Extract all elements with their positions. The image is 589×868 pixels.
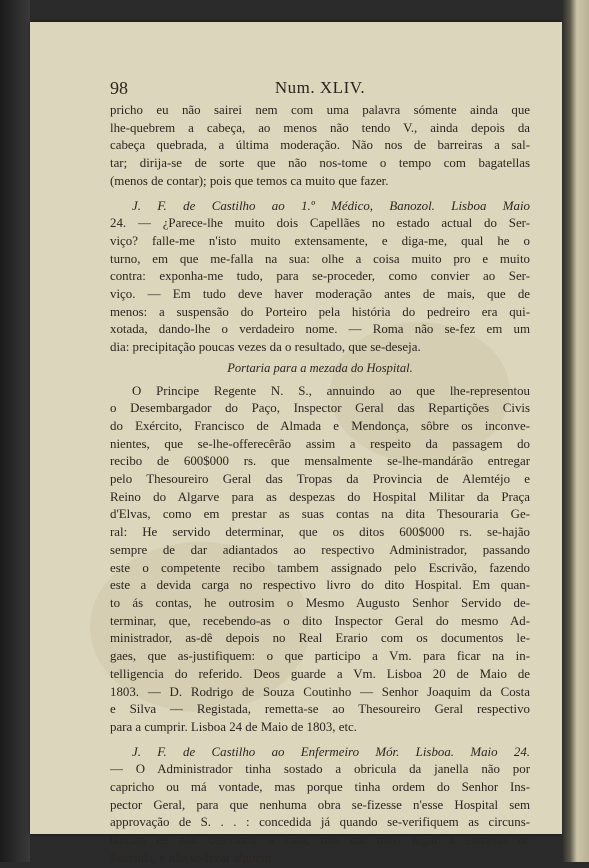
text-line: menos: a suspensão do Porteiro pela história do pedreiro era qui- [110, 304, 530, 319]
paragraph-continuation [110, 102, 530, 191]
page-content [110, 78, 530, 868]
text-line: — O Administrador tinha sostado a obricula da janella não por [110, 762, 530, 777]
text-line: recibo de 600$000 rs. que mensalmente se-lhe-mandárão entregar [110, 454, 530, 469]
text-line: lhe-quebrem a cabeça, ao menos não tendo V., ainda depois da [110, 120, 530, 135]
text-line: pricho eu não sairei nem com uma palavra sómente ainda que [110, 103, 530, 117]
text-line: do Exército, Francisco de Almada e Mendonça, sôbre os inconve- [110, 418, 530, 433]
text-line: nientes, que se-lhe-offerecêrão assim a respeito da passagem do [110, 436, 530, 451]
text-line: O Principe Regente N. S., annuindo ao que lhe-representou [132, 383, 530, 398]
letter-to-medico [110, 198, 530, 357]
next-page-edge [562, 0, 589, 862]
text-line: d'Elvas, como em prestar as suas contas na dita Thesouraria Ge- [110, 507, 530, 522]
text-line: este a devida carga no respectivo livro do dito Hospital. Em quan- [110, 578, 530, 593]
text-line: turno, em que me-falla na sua: olhe a coisa muito pro e muito [110, 251, 530, 266]
text-line: viço? falle-me n'isto muito extensamente, e diga-me, qual he o [110, 233, 530, 248]
text-line: e Silva — Registada, remetta-se ao Thesoureiro Geral respectivo [110, 702, 530, 717]
issue-title: Num. XLIV. [274, 78, 366, 97]
text-line: ral: He servido determinar, que os ditos 600$000 rs. se-hajão [110, 525, 530, 540]
text-line: terminar, que, recebendo-as o dito Inspector Geral do mesmo Ad- [110, 613, 530, 628]
text-line: 24. — ¿Parece-lhe muito dois Capellães no estado actual do Ser- [110, 216, 530, 231]
text-line: 1803. — D. Rodrigo de Souza Coutinho — Senhor Joaquim da Costa [110, 684, 530, 699]
text-line: pector Geral, para que nenhuma obra se-fizesse n'esse Hospital sem [110, 797, 530, 812]
page-header [110, 78, 530, 100]
text-line: o Desembargador do Paço, Inspector Geral das Repartições Civis [110, 401, 530, 416]
text-line: xotada, dando-lhe o verdadeiro nome. — Roma não se-fez em um [110, 322, 530, 337]
page-number: 98 [110, 78, 128, 98]
letter-heading-line: J. F. de Castilho ao Enfermeiro Mór. Lisboa. Maio 24. [132, 744, 530, 759]
text-line: telligencia do referido. Deos guarde a Vm. Lisboa 20 de Maio de [110, 666, 530, 681]
text-line: cabeça quebrada, a última moderação. Não nos de barreiras a sal- [110, 138, 530, 153]
portaria-text [110, 383, 530, 737]
section-heading: Portaria para a mezada do Hospital. [227, 360, 413, 375]
text-line: (menos de contar); pois que temos ca muito que fazer. [110, 173, 389, 188]
text-line: tar; dirija-se de sorte que não nos-tome o tempo com bagatellas [110, 156, 530, 171]
text-line: Fazenda, e não se-lezar alguem. [110, 850, 275, 865]
text-line: approvação de S. . . : concedida já quando se-verifiquem as circuns- [110, 815, 530, 830]
text-line: gaes, que as-justifiquem: o que participo a Vm. para ficar na in- [110, 649, 530, 664]
text-line: para a cumprir. Lisboa 24 de Maio de 1803, etc. [110, 719, 357, 734]
text-line: dia: precipitação poucas vezes da o resultado, que se-deseja. [110, 340, 421, 355]
text-line: viço. — Em tudo deve haver moderação antes de mais, que de [110, 287, 530, 302]
letter-to-enfermeiro [110, 744, 530, 868]
text-line: pelo Thesoureiro Geral das Tropas da Provincia de Alemtéjo e [110, 472, 530, 487]
text-line: capricho ou má vontade, mas porque tinha ordem do Senhor Ins- [110, 780, 530, 795]
text-line: este o competente recibo tambem assignado pelo Escrivão, fazendo [110, 560, 530, 575]
letter-heading-line: J. F. de Castilho ao 1.º Médico, Banozol. Lisboa Maio [132, 198, 530, 213]
scan-left-edge [0, 0, 30, 862]
text-line: tâncias de não deteriorar a casa, não dar mais lugar a extravio de [110, 833, 530, 848]
text-line: ministrador, as-dê depois no Real Erario com os documentos le- [110, 631, 530, 646]
text-line: Reino do Algarve para as despezas do Hospital Militar da Praça [110, 489, 530, 504]
text-line: contra: exponha-me tudo, para se-proceder, como convier ao Ser- [110, 269, 530, 284]
text-line: to ás contas, he outrosim o Mesmo Augusto Senhor Servido de- [110, 595, 530, 610]
text-line: sempre de dar adiantados ao respectivo Administrador, passando [110, 542, 530, 557]
